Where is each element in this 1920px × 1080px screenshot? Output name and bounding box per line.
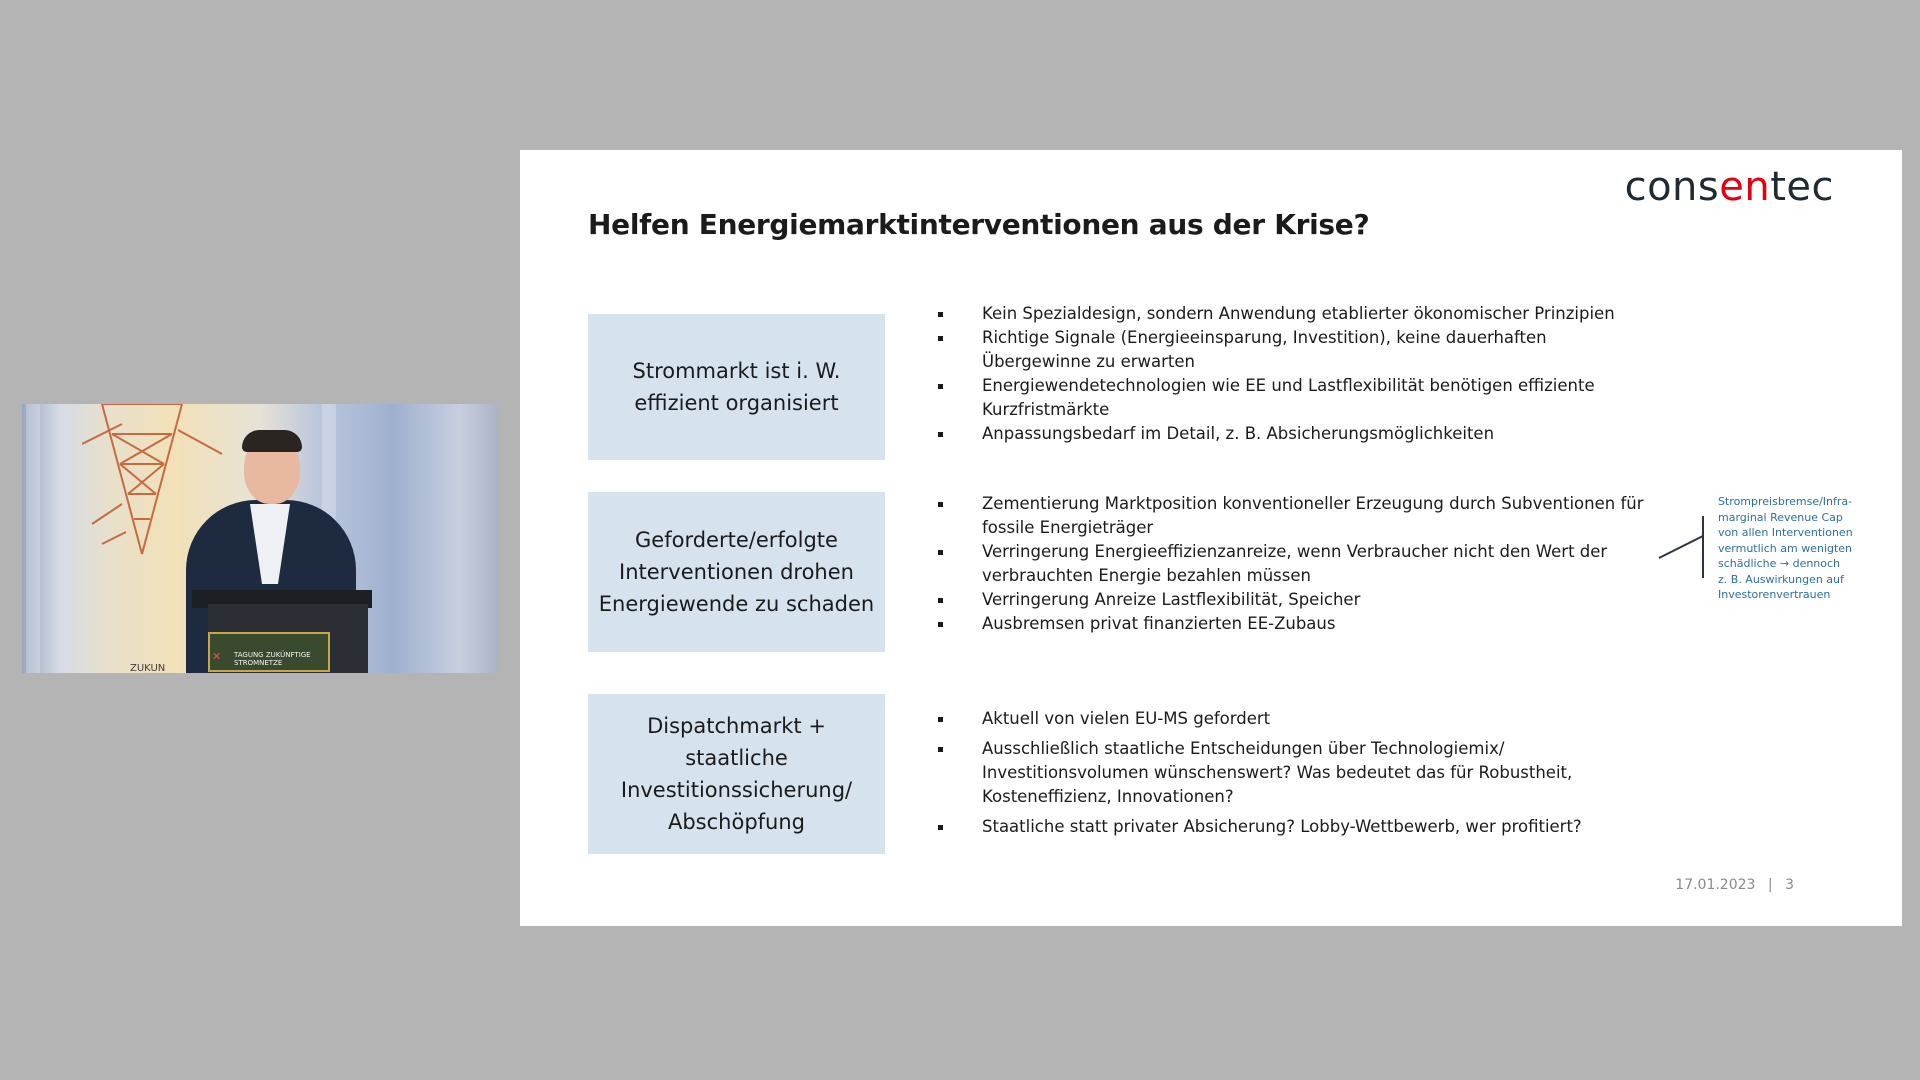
bullet-icon <box>938 336 943 341</box>
bullet-list-dispatch-market <box>938 707 1658 845</box>
list-item <box>938 422 1658 446</box>
list-item <box>938 707 1658 731</box>
bullet-icon <box>938 502 943 507</box>
footer-date: 17.01.2023 <box>1675 877 1756 893</box>
bullet-icon <box>938 550 943 555</box>
list-item <box>938 588 1658 612</box>
bullet-list-efficient-market <box>938 302 1658 446</box>
curtain-left <box>26 404 40 673</box>
bullet-text: Energiewendetechnologien wie EE und Lastflexibilität benötigen effiziente Kurzfristmärkte <box>982 376 1595 419</box>
bullet-icon <box>938 598 943 603</box>
bullet-text: Kein Spezialdesign, sondern Anwendung etablierter ökonomischer Prinzipien <box>982 304 1615 323</box>
slide-title: Helfen Energiemarktinterventionen aus der Krise? <box>588 208 1370 241</box>
section-box-dispatch-market <box>588 694 885 854</box>
bullet-text: Ausbremsen privat finanzierten EE-Zubaus <box>982 614 1336 633</box>
lectern-sign-text: TAGUNG ZUKÜNFTIGE STROMNETZE <box>234 651 311 667</box>
backdrop-label: ZUKUN <box>130 663 166 673</box>
list-item <box>938 737 1658 809</box>
bullet-icon <box>938 717 943 722</box>
bullet-text: Staatliche statt privater Absicherung? Lobby-Wettbewerb, wer profitiert? <box>982 817 1582 836</box>
bullet-icon <box>938 432 943 437</box>
list-item <box>938 302 1658 326</box>
list-item <box>938 540 1658 588</box>
speaker-video <box>22 404 498 673</box>
bracket-connector-icon <box>1655 512 1707 582</box>
list-item <box>938 374 1658 422</box>
bullet-icon <box>938 747 943 752</box>
side-note: Strompreisbremse/Infra- marginal Revenue Cap von allen Interventionen vermutlich am wenigten schädliche → dennoch z. B. Auswirkungen auf Investorenvertrauen <box>1718 495 1853 601</box>
footer-separator: | <box>1767 877 1773 893</box>
logo-accent: en <box>1719 164 1771 210</box>
page-number: 3 <box>1785 877 1794 893</box>
slide-footer <box>1675 877 1794 893</box>
logo-prefix: cons <box>1624 164 1720 210</box>
section-box-label: Dispatchmarkt + staatliche Investitionssicherung/ Abschöpfung <box>620 714 853 834</box>
list-item <box>938 326 1658 374</box>
section-box-interventions <box>588 492 885 652</box>
slide <box>520 150 1902 926</box>
bullet-text: Ausschließlich staatliche Entscheidungen über Technologiemix/ Investitionsvolumen wünschenswert? Was bedeutet das für Robustheit, Kosteneffizienz, Innovationen? <box>982 739 1573 806</box>
bullet-text: Richtige Signale (Energieeinsparung, Investition), keine dauerhaften Übergewinne zu erwarten <box>982 328 1547 371</box>
section-box-label: Strommarkt ist i. W. effizient organisiert <box>632 359 841 415</box>
list-item <box>938 492 1658 540</box>
list-item <box>938 612 1658 636</box>
consentec-logo <box>1625 164 1834 210</box>
bullet-icon <box>938 384 943 389</box>
bullet-text: Verringerung Energieeffizienzanreize, wenn Verbraucher nicht den Wert der verbrauchten Energie bezahlen müssen <box>982 542 1608 585</box>
bullet-text: Aktuell von vielen EU-MS gefordert <box>982 709 1271 728</box>
section-box-efficient-market <box>588 314 885 460</box>
bullet-icon <box>938 825 943 830</box>
list-item <box>938 815 1658 839</box>
bullet-text: Zementierung Marktposition konventioneller Erzeugung durch Subventionen für fossile Energieträger <box>982 494 1644 537</box>
bullet-text: Anpassungsbedarf im Detail, z. B. Absicherungsmöglichkeiten <box>982 424 1495 443</box>
speaker-hair <box>242 430 302 452</box>
logo-suffix: tec <box>1770 164 1834 210</box>
event-logo-icon: ✕ <box>212 651 222 663</box>
bullet-icon <box>938 622 943 627</box>
bullet-icon <box>938 312 943 317</box>
section-box-label: Geforderte/erfolgte Interventionen drohen Energiewende zu schaden <box>598 528 875 616</box>
bullet-list-interventions <box>938 492 1658 636</box>
bullet-text: Verringerung Anreize Lastflexibilität, Speicher <box>982 590 1361 609</box>
